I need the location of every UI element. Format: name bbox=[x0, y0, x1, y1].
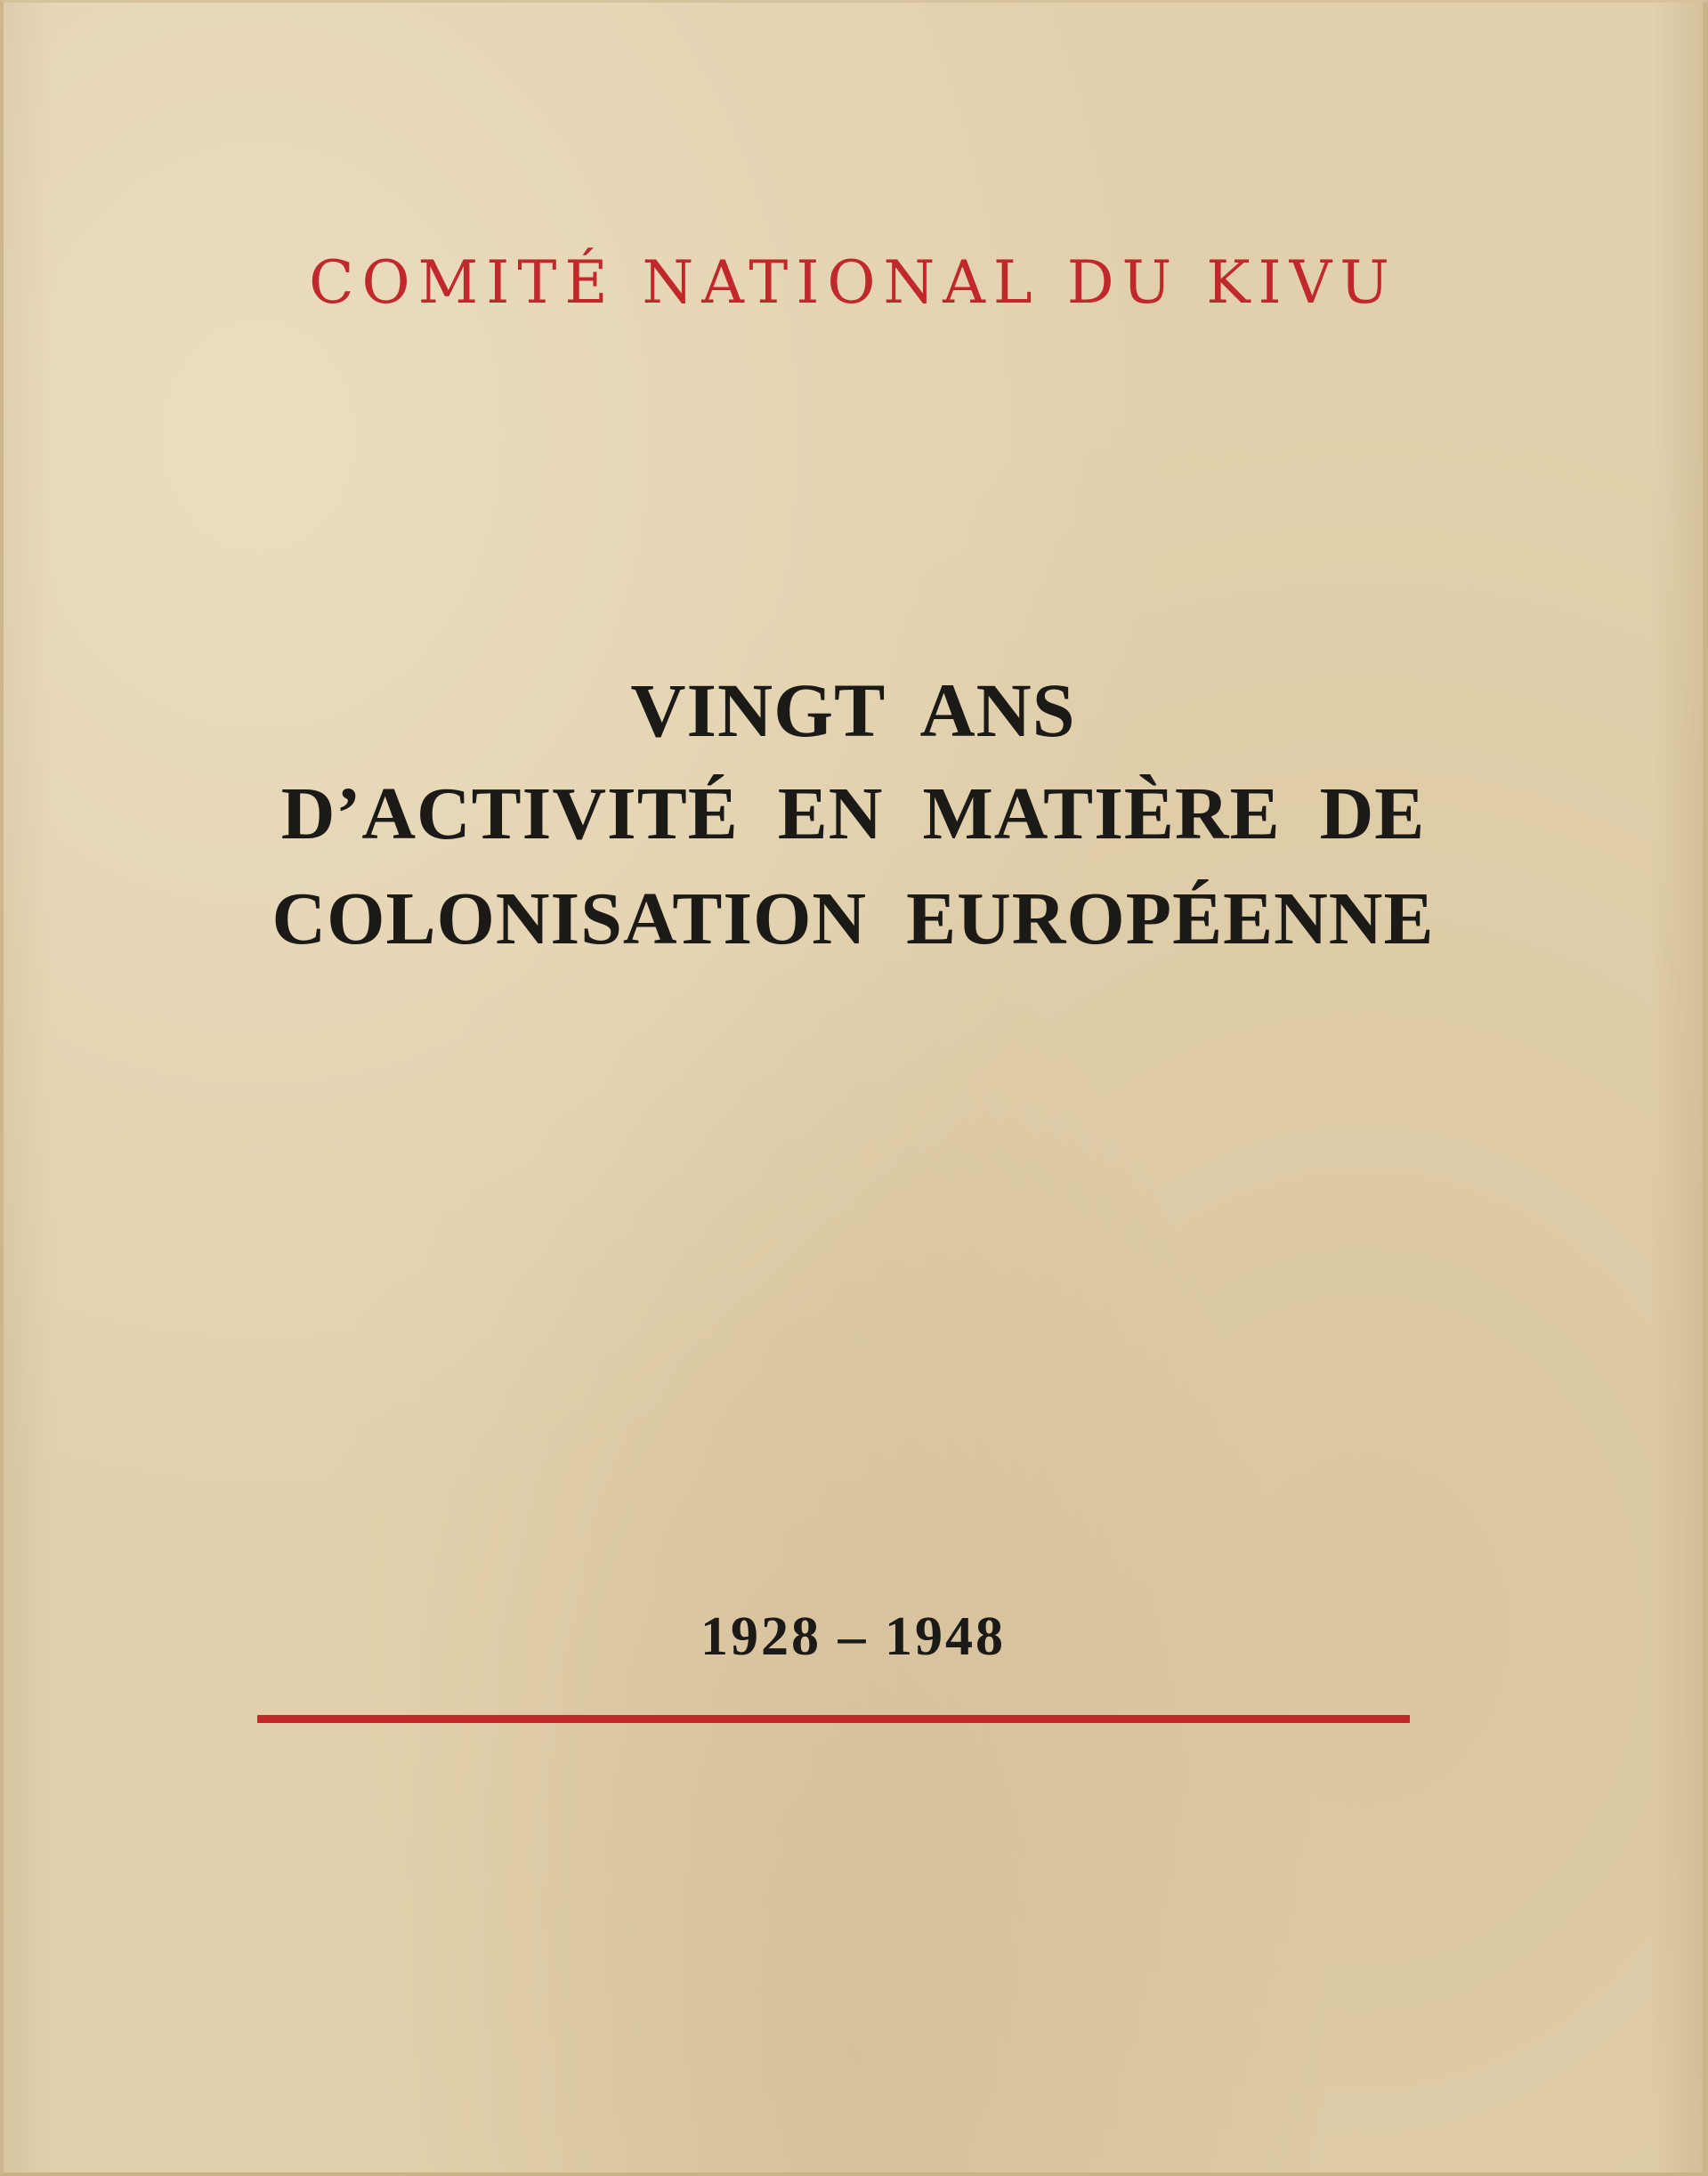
book-title bbox=[4, 667, 1703, 987]
publication-years: 1928 – 1948 bbox=[700, 1606, 1006, 1667]
title-line-2: D’ACTIVITÉ EN MATIÈRE DE bbox=[280, 773, 1426, 855]
title-line-3: COLONISATION EUROPÉENNE bbox=[271, 878, 1435, 960]
institution-name: COMITÉ NATIONAL DU KIVU bbox=[309, 248, 1397, 317]
red-divider-rule bbox=[257, 1715, 1410, 1723]
title-line-1: VINGT ANS bbox=[630, 667, 1076, 753]
